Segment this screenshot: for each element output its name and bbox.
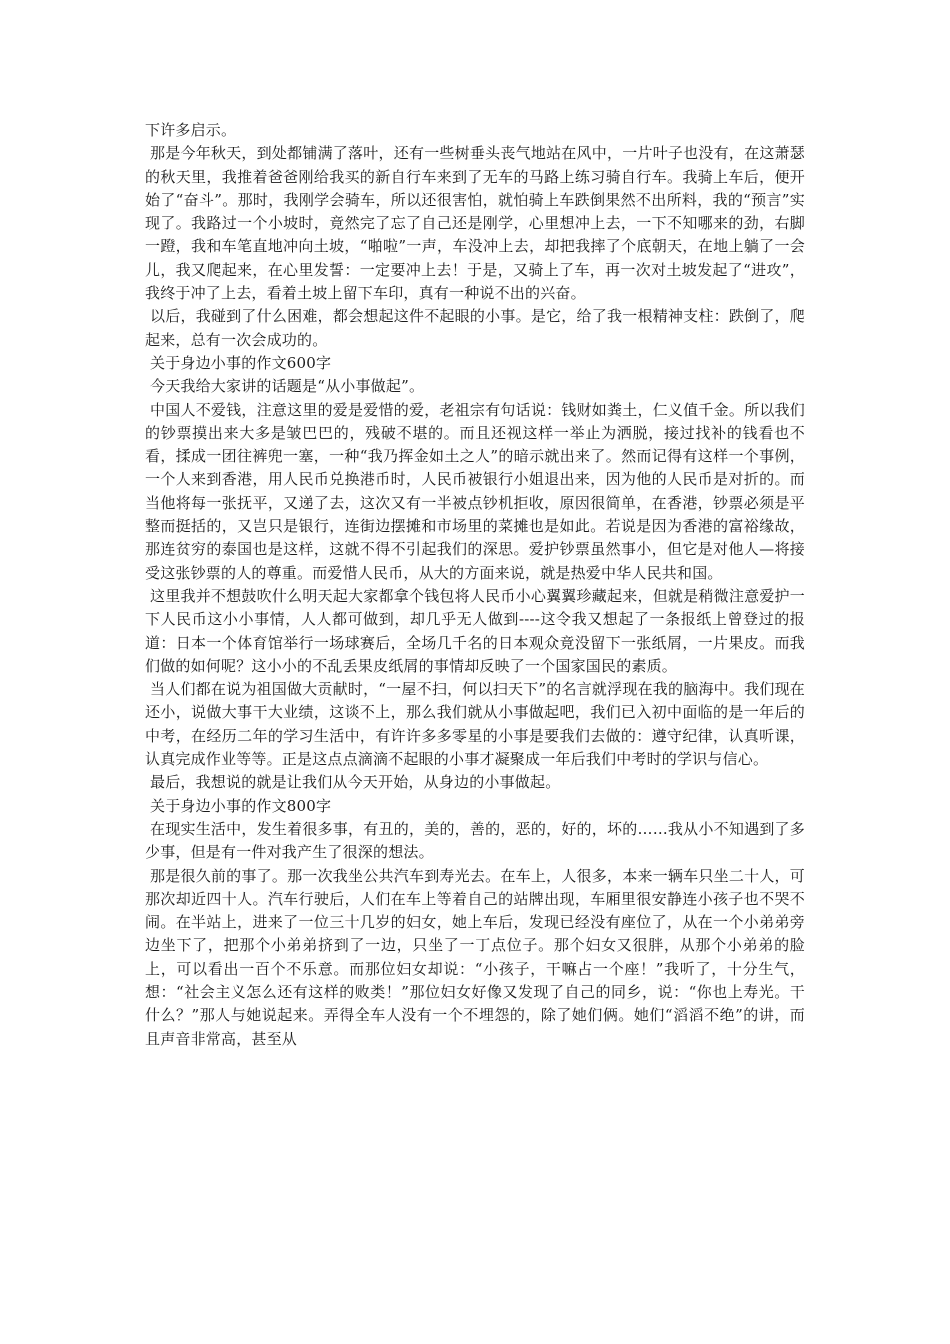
- paragraph: 最后，我想说的就是让我们从今天开始，从身边的小事做起。: [150, 773, 561, 792]
- paragraph: 今天我给大家讲的话题是“从小事做起”。: [150, 377, 425, 396]
- paragraph: 那是很久前的事了。那一次我坐公共汽车到寿光去。在车上，人很多，本来一辆车只坐二十人，可那次却近四十人。汽车行驶后，人们在车上等着自己的站牌出现，车厢里很安静连小孩子也不哭不闹。在半站上，进来了一位三十几岁的妇女，她上车后，发现已经没有座位了，从在一个小弟弟旁边坐下了，把那个小弟弟挤到了一边，只坐了一丁点位子。那个妇女又很胖，从那个小弟弟的脸上，可以看出一百个不乐意。而那位妇女却说：“小孩子，干嘛占一个座！”我听了，十分生气，想：“社会主义怎么还有这样的败类！”那位妇女好像又发现了自己的同乡，说：“你也上寿光。干什么？”那人与她说起来。弄得全车人没有一个不埋怨的，除了她们俩。她们“滔滔不绝”的讲，而且声音非常高，甚至从: [145, 866, 805, 1048]
- paragraph: 这里我并不想鼓吹什么明天起大家都拿个钱包将人民币小心翼翼珍藏起来，但就是稍微注意爱护一下人民币这小小事情，人人都可做到，却几乎无人做到----这令我又想起了一条报纸上曾登过的报道：日本一个体育馆举行一场球赛后，全场几千名的日本观众竟没留下一张纸屑，一片果皮。而我们做的如何呢？这小小的不乱丢果皮纸屑的事情却反映了一个国家国民的素质。: [145, 586, 805, 675]
- paragraph: 下许多启示。: [145, 121, 237, 139]
- paragraph: 在现实生活中，发生着很多事，有丑的，美的，善的，恶的，好的，坏的……我从小不知遇到了多少事，但是有一件对我产生了很深的想法。: [145, 819, 805, 862]
- paragraph: 那是今年秋天，到处都铺满了落叶，还有一些树垂头丧气地站在风中，一片叶子也没有，在这萧瑟的秋天里，我推着爸爸刚给我买的新自行车来到了无车的马路上练习骑自行车。我骑上车后，便开始了“奋斗”。那时，我刚学会骑车，所以还很害怕，就怕骑上车跌倒果然不出所料，我的“预言”实现了。我路过一个小坡时，竟然完了忘了自己还是刚学，心里想冲上去，一下不知哪来的劲，右脚一蹬，我和车笔直地冲向土坡，“啪啦”一声，车没冲上去，却把我摔了个底朝天，在地上躺了一会儿，我又爬起来，在心里发誓：一定要冲上去！于是，又骑上了车，再一次对土坡发起了“进攻”，我终于冲了上去，看着土坡上留下车印，真有一种说不出的兴奋。: [145, 144, 805, 303]
- paragraph: 中国人不爱钱，注意这里的爱是爱惜的爱，老祖宗有句话说：钱财如粪土，仁义值千金。所以我们的钞票摸出来大多是皱巴巴的，残破不堪的。而且还视这样一举止为洒脱，接过找补的钱看也不看，揉成一团往裤兜一塞，一种“我乃挥金如土之人”的暗示就出来了。然而记得有这样一个事例，一个人来到香港，用人民币兑换港币时，人民币被银行小姐退出来，因为他的人民币是对折的。而当他将每一张抚平，又递了去，这次又有一半被点钞机拒收，原因很简单，在香港，钞票必须是平整而挺括的，又岂只是银行，连街边摆摊和市场里的菜摊也是如此。若说是因为香港的富裕缘故，那连贫穷的泰国也是这样，这就不得不引起我们的深思。爱护钞票虽然事小，但它是对他人—将接受这张钞票的人的尊重。而爱惜人民币，从大的方面来说，就是热爱中华人民共和国。: [145, 400, 805, 582]
- document-body: [145, 119, 805, 1051]
- paragraph: 当人们都在说为祖国做大贡献时，“一屋不扫，何以扫天下”的名言就浮现在我的脑海中。我们现在还小，说做大事干大业绩，这谈不上，那么我们就从小事做起吧，我们已入初中面临的是一年后的中考，在经历二年的学习生活中，有许许多多零星的小事是要我们去做的：遵守纪律，认真听课，认真完成作业等等。正是这点点滴滴不起眼的小事才凝聚成一年后我们中考时的学识与信心。: [145, 680, 805, 769]
- section-heading: 关于身边小事的作文800字: [150, 796, 332, 815]
- paragraph: 以后，我碰到了什么困难，都会想起这件不起眼的小事。是它，给了我一根精神支柱：跌倒了，爬起来，总有一次会成功的。: [145, 307, 805, 349]
- section-heading: 关于身边小事的作文600字: [150, 353, 332, 372]
